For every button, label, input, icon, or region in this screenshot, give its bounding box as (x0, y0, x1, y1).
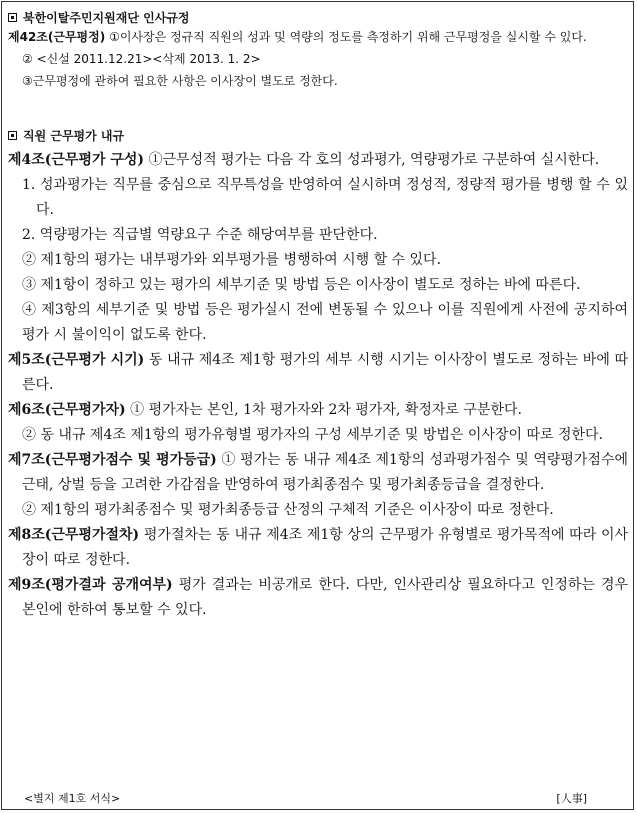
article-4-item-1: 1. 성과평가는 직무를 중심으로 직무특성을 반영하여 실시하며 정성적, 정량적 평가를 병행 할 수 있다. (22, 177, 628, 218)
section2-heading (8, 128, 124, 144)
article-8 (8, 523, 628, 573)
article-5-text: 동 내규 제4조 제1항 평가의 세부 시행 시기는 이사장이 별도로 정하는 바에 따른다. (22, 352, 629, 393)
square-bullet-icon (8, 13, 17, 22)
article-4-clause-2: ② 제1항의 평가는 내부평가와 외부평가를 병행하여 시행 할 수 있다. (22, 252, 442, 268)
section1-heading (8, 10, 189, 26)
article-5-heading: 제5조(근무평가 시기) (8, 352, 145, 368)
article-4-clause-3: ③ 제1항이 정하고 있는 평가의 세부기준 및 방법 등은 이사장이 별도로 정하는 바에 따른다. (22, 277, 581, 293)
article-4-clause-4: ④ 제3항의 세부기준 및 방법 등은 평가실시 전에 변동될 수 있으나 이를 직원에게 사전에 공지하여 평가 시 불이익이 없도록 한다. (22, 302, 628, 343)
article-42-clause-3: ③근무평정에 관하여 필요한 사항은 이사장이 별도로 정한다. (22, 74, 338, 88)
article-42-heading: 제42조(근무평정) (8, 30, 106, 44)
article-9-text: 평가 결과는 비공개로 한다. 다만, 인사관리상 필요하다고 인정하는 경우 본인에 한하여 통보할 수 있다. (22, 577, 629, 618)
section1-body (8, 26, 628, 92)
category-label: [人事] (556, 792, 587, 805)
article-42-clause-1: ①이사장은 정규직 직원의 성과 및 역량의 정도를 측정하기 위해 근무평정을 실시할 수 있다. (109, 30, 587, 44)
article-6 (8, 398, 628, 423)
article-42 (8, 26, 628, 48)
appendix-form-label: <별지 제1호 서식> (24, 792, 121, 805)
article-6-clause-1: ① 평가자는 본인, 1차 평가자와 2차 평가자, 확정자로 구분한다. (130, 402, 522, 418)
article-4 (8, 148, 628, 173)
article-9 (8, 573, 628, 623)
article-6-clause-2: ② 동 내규 제4조 제1항의 평가유형별 평가자의 구성 세부기준 및 방법은 이사장이 따로 정한다. (22, 427, 603, 443)
article-7-clause-2: ② 제1항의 평가최종점수 및 평가최종등급 산정의 구체적 기준은 이사장이 따로 정한다. (22, 502, 554, 518)
article-9-heading: 제9조(평가결과 공개여부) (8, 577, 173, 593)
square-bullet-icon (8, 131, 17, 140)
article-7 (8, 448, 628, 498)
article-4-heading: 제4조(근무평가 구성) (8, 152, 145, 168)
article-4-clause-1: ①근무성적 평가는 다음 각 호의 성과평가, 역량평가로 구분하여 실시한다. (148, 152, 600, 168)
article-42-clause-2: ② <신설 2011.12.21><삭제 2013. 1. 2> (22, 52, 261, 66)
article-8-text: 평가절차는 동 내규 제4조 제1항 상의 근무평가 유형별로 평가목적에 따라 이사장이 따로 정한다. (22, 527, 629, 568)
article-8-heading: 제8조(근무평가절차) (8, 527, 140, 543)
article-7-heading: 제7조(근무평가점수 및 평가등급) (8, 452, 217, 468)
article-6-heading: 제6조(근무평가자) (8, 402, 126, 418)
section2-body (8, 148, 628, 623)
section1-title: 북한이탈주민지원재단 인사규정 (23, 11, 190, 25)
section2-title: 직원 근무평가 내규 (23, 129, 125, 143)
article-4-item-2: 2. 역량평가는 직급별 역량요구 수준 해당여부를 판단한다. (22, 227, 378, 243)
article-5 (8, 348, 628, 398)
article-7-clause-1: ① 평가는 동 내규 제4조 제1항의 성과평가점수 및 역량평가점수에 근태, 상벌 등을 고려한 가감점을 반영하여 평가최종점수 및 평가최종등급을 결정한다. (22, 452, 628, 493)
document-frame (1, 1, 634, 810)
